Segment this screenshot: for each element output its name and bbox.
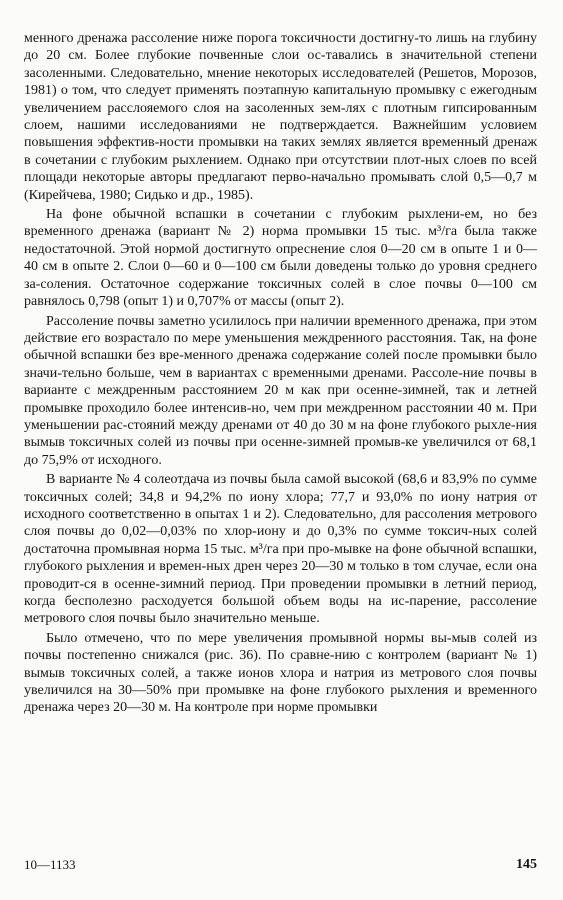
page-number: 145 bbox=[516, 857, 537, 872]
paragraph-3: Рассоление почвы заметно усилилось при наличии временного дренажа, при этом действие его возрастало по мере уменьшения междренного расстояния. Так, на фоне обычной вспашки без вре-менного дренажа содержание солей после промывки было значи-тельно больше, чем в вариантах с временными дренами. Рассоле-ние почвы в варианте с междренным расстоянием 20 м как при осенне-зимней, так и летней промывке проходило более интенсив-но, чем при междренном расстоянии 40 м. При уменьшении рас-стояний между дренами от 40 до 30 м на фоне глубокого рыхле-ния вымыв токсичных солей из почвы при осенне-зимней промыв-ке увеличился от 68,1 до 75,9% от исходного. bbox=[24, 313, 537, 468]
paragraph-1: менного дренажа рассоление ниже порога токсичности достигну-то лишь на глубину до 20 см. Более глубокие почвенные слои ос-тавались в значительной степени засоленными. Следовательно, мнение некоторых исследователей (Решетов, Морозов, 1981) о том, что следует применять поэтапную капитальную промывку с ежегодным увеличением расслояемого слоя на засоленных зем-лях с плотным гипсированным слоем, нашими исследованиями не подтверждается. Важнейшим условием повышения эффектив-ности промывки на таких землях является временный дренаж в сочетании с глубоким рыхлением. Однако при отсутствии плот-ных слоев по всей площади некоторые авторы предлагают перво-начально промывать слой 0,5—0,7 м (Кирейчева, 1980; Сидько и др., 1985). bbox=[24, 31, 537, 203]
page-body bbox=[24, 30, 537, 719]
paragraph-5: Было отмечено, что по мере увеличения промывной нормы вы-мыв солей из почвы постепенно снижался (рис. 36). По сравне-нию с контролем (вариант № 1) вымыв токсичных солей, а также ионов хлора и натрия из метрового слоя почвы увеличился на 30—50% при промывке на фоне глубокого рыхления и временного дренажа через 20—30 м. На контроле при норме промывки bbox=[24, 630, 537, 716]
signature-mark: 10—1133 bbox=[24, 857, 76, 872]
paragraph-4: В варианте № 4 солеотдача из почвы была самой высокой (68,6 и 83,9% по сумме токсичных солей; 34,8 и 94,2% по иону хлора; 77,7 и 93,0% по иону натрия от исходного соответственно в опытах 1 и 2). Следовательно, для рассоления метрового слоя почвы до 0,02—0,03% по хлор-иону и до 0,3% по сумме токсич-ных солей достаточна промывная норма 15 тыс. м³/га при про-мывке на фоне обычной вспашки, глубокого рыхления и времен-ных дрен через 20—30 м только в том случае, если она проводит-ся в осенне-зимний период. При проведении промывки в летний период, когда бесполезно расходуется большой объем воды на ис-парение, рассоление метрового слоя почвы было значительно меньше. bbox=[24, 472, 537, 627]
paragraph-2: На фоне обычной вспашки в сочетании с глубоким рыхлени-ем, но без временного дренажа (вариант № 2) норма промывки 15 тыс. м³/га была также недостаточной. Этой нормой достигнуто опреснение слоя 0—20 см в опыте 1 и 0—40 см в опыте 2. Слои 0—60 и 0—100 см были доведены только до уровня среднего за-соления. Остаточное содержание токсичных солей в слое почвы 0—100 см равнялось 0,798 (опыт 1) и 0,707% от массы (опыт 2). bbox=[24, 207, 537, 310]
page-footer bbox=[24, 857, 537, 877]
